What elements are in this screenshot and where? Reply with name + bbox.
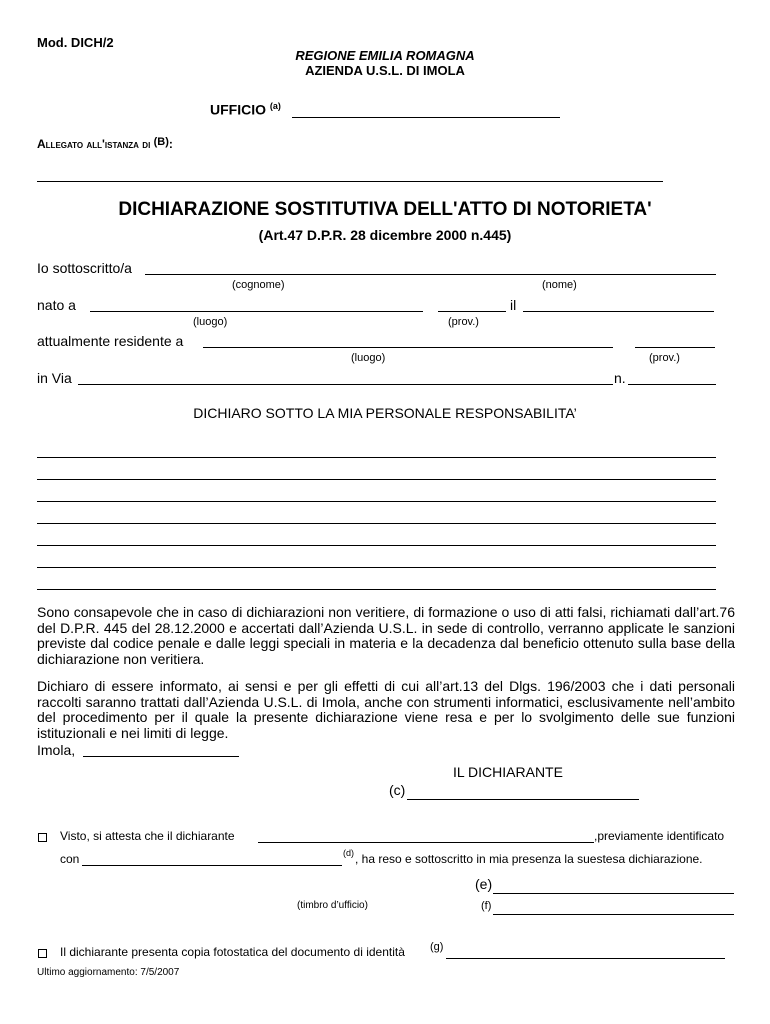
allegato-label: Allegato all'istanza di (B): <box>37 136 173 151</box>
place-label: Imola, <box>37 742 76 758</box>
birthdate-field[interactable] <box>523 311 714 312</box>
signature-note-mark: (c) <box>389 782 406 798</box>
declaration-line-6[interactable] <box>37 567 716 568</box>
il-label: il <box>510 297 517 313</box>
allegato-field[interactable] <box>37 181 663 182</box>
luogo-hint-residence: (luogo) <box>351 352 386 364</box>
prov-hint: (prov.) <box>448 316 479 328</box>
name-field[interactable] <box>145 274 716 275</box>
declaration-line-5[interactable] <box>37 545 716 546</box>
region-heading: REGIONE EMILIA ROMAGNA <box>295 48 475 63</box>
street-number-field[interactable] <box>628 384 716 385</box>
form-code: Mod. DICH/2 <box>37 35 114 50</box>
visto-checkbox[interactable] <box>38 833 47 842</box>
ufficio-label: UFFICIO $^{(a)}$ <box>210 101 281 118</box>
dichiarante-label: IL DICHIARANTE <box>453 764 563 780</box>
visto-text: Visto, si attesta che il dichiarante <box>60 829 235 843</box>
nome-hint: (nome) <box>542 279 577 291</box>
signature-field[interactable] <box>407 799 639 800</box>
last-updated: Ultimo aggiornamento: 7/5/2007 <box>37 967 180 978</box>
declaration-line-3[interactable] <box>37 501 716 502</box>
luogo-hint: (luogo) <box>193 316 228 328</box>
ufficio-note-mark: (a) <box>269 101 281 111</box>
official-signature-field[interactable] <box>493 914 734 915</box>
declaration-line-4[interactable] <box>37 523 716 524</box>
declaration-line-1[interactable] <box>37 457 716 458</box>
copia-text: Il dichiarante presenta copia fotostatica del documento di identità <box>60 945 405 959</box>
con-text: con <box>60 852 80 866</box>
id-copy-field[interactable] <box>446 958 725 959</box>
residence-prov-field[interactable] <box>635 347 715 348</box>
birthplace-field[interactable] <box>90 311 423 312</box>
dichiaro-heading: DICHIARO SOTTO LA MIA PERSONALE RESPONSABILITA’ <box>193 405 577 421</box>
declarant-name-field[interactable] <box>258 842 594 843</box>
declaration-line-7[interactable] <box>37 589 716 590</box>
allegato-note-mark: (B) <box>153 136 169 148</box>
consapevole-paragraph: Sono consapevole che in caso di dichiarazioni non veritiere, di formazione o uso di atti falsi, richiamati dall’art.76 del D.P.R. 445 del 28.12.2000 e accertati dall’Azienda U.S.L. in sede di controllo, verranno applicate le sanzioni previste dal codice penale e dalle leggi speciali in materia e la decadenza dal beneficio ottenuto sulla base della dichiarazione non veritiera. <box>37 604 735 667</box>
ufficio-field[interactable] <box>292 117 560 118</box>
sottoscritto-label: Io sottoscritto/a <box>37 260 132 276</box>
via-label: in Via <box>37 370 72 386</box>
timbro-label: (timbro d’ufficio) <box>297 900 368 911</box>
note-d-mark: (d) <box>343 848 354 858</box>
copia-checkbox[interactable] <box>38 949 47 958</box>
page-subtitle: (Art.47 D.P.R. 28 dicembre 2000 n.445) <box>258 227 512 243</box>
azienda-heading: AZIENDA U.S.L. DI IMOLA <box>305 63 465 78</box>
residente-label: attualmente residente a <box>37 333 184 349</box>
note-g-mark: (g) <box>430 941 444 953</box>
id-document-field[interactable] <box>82 865 342 866</box>
street-field[interactable] <box>78 384 613 385</box>
note-f-mark: (f) <box>481 900 492 912</box>
ha-reso-text: , ha reso e sottoscritto in mia presenza la suestesa dichiarazione. <box>355 852 703 866</box>
numero-label: n. <box>614 370 626 386</box>
residence-field[interactable] <box>203 347 613 348</box>
privacy-paragraph: Dichiaro di essere informato, ai sensi e per gli effetti di cui all’art.13 del Dlgs. 196/2003 che i dati personali raccolti saranno trattati dall’Azienda U.S.L. di Imola, anche con strumenti informatici, esclusivamente nell’ambito del procedimento per il quale la presente dichiarazione viene resa e per lo svolgimento delle sue funzioni istituzionali e nei limiti di legge. <box>37 678 735 741</box>
page-title: DICHIARAZIONE SOSTITUTIVA DELL'ATTO DI NOTORIETA' <box>118 199 652 220</box>
note-e-mark: (e) <box>475 876 493 892</box>
cognome-hint: (cognome) <box>232 279 285 291</box>
nato-label: nato a <box>37 297 76 313</box>
previamente-text: ,previamente identificato <box>594 829 725 843</box>
official-name-field[interactable] <box>493 893 734 894</box>
prov-hint-residence: (prov.) <box>649 352 680 364</box>
birth-prov-field[interactable] <box>438 311 506 312</box>
date-field[interactable] <box>83 756 239 757</box>
declaration-line-2[interactable] <box>37 479 716 480</box>
